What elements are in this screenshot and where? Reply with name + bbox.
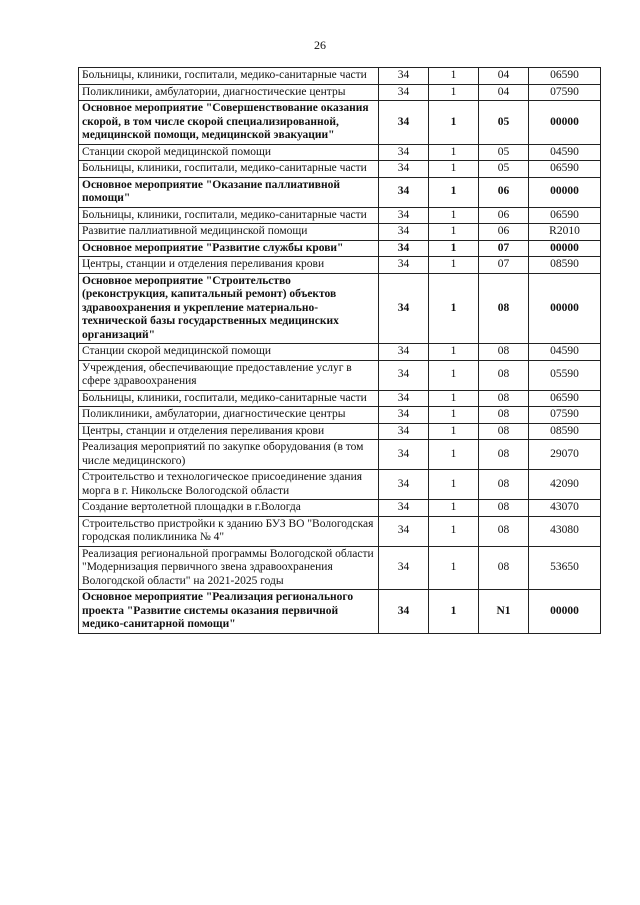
direction-code-cell: 06590 — [529, 390, 601, 407]
subprogram-code-cell: 1 — [429, 68, 479, 85]
program-code-cell: 34 — [379, 546, 429, 590]
row-name-cell: Станции скорой медицинской помощи — [79, 144, 379, 161]
subprogram-code-cell: 1 — [429, 240, 479, 257]
table-row — [79, 407, 601, 424]
direction-code-cell: 00000 — [529, 590, 601, 634]
row-name-cell: Учреждения, обеспечивающие предоставление услуг в сфере здравоохранения — [79, 360, 379, 390]
table-row — [79, 144, 601, 161]
direction-code-cell: 00000 — [529, 177, 601, 207]
subprogram-code-cell: 1 — [429, 257, 479, 274]
subprogram-code-cell: 1 — [429, 590, 479, 634]
subprogram-code-cell: 1 — [429, 101, 479, 145]
subprogram-code-cell: 1 — [429, 224, 479, 241]
direction-code-cell: 07590 — [529, 407, 601, 424]
subprogram-code-cell: 1 — [429, 407, 479, 424]
direction-code-cell: 04590 — [529, 344, 601, 361]
program-code-cell: 34 — [379, 207, 429, 224]
table-row — [79, 590, 601, 634]
table-row — [79, 516, 601, 546]
direction-code-cell: 06590 — [529, 68, 601, 85]
table-row — [79, 257, 601, 274]
row-name-cell: Реализация региональной программы Вологодской области "Модернизация первичного звена здравоохранения Вологодской области" на 2021-2025 годы — [79, 546, 379, 590]
direction-code-cell: 29070 — [529, 440, 601, 470]
measure-code-cell: 08 — [479, 360, 529, 390]
subprogram-code-cell: 1 — [429, 423, 479, 440]
measure-code-cell: 04 — [479, 68, 529, 85]
program-code-cell: 34 — [379, 224, 429, 241]
program-code-cell: 34 — [379, 161, 429, 178]
measure-code-cell: 04 — [479, 84, 529, 101]
measure-code-cell: 08 — [479, 470, 529, 500]
direction-code-cell: 06590 — [529, 161, 601, 178]
row-name-cell: Больницы, клиники, госпитали, медико-санитарные части — [79, 161, 379, 178]
program-code-cell: 34 — [379, 101, 429, 145]
subprogram-code-cell: 1 — [429, 161, 479, 178]
table-row — [79, 273, 601, 344]
measure-code-cell: 05 — [479, 161, 529, 178]
subprogram-code-cell: 1 — [429, 273, 479, 344]
direction-code-cell: 53650 — [529, 546, 601, 590]
direction-code-cell: 08590 — [529, 257, 601, 274]
program-code-cell: 34 — [379, 516, 429, 546]
row-name-cell: Основное мероприятие "Развитие службы крови" — [79, 240, 379, 257]
direction-code-cell: 43070 — [529, 500, 601, 517]
program-code-cell: 34 — [379, 257, 429, 274]
measure-code-cell: 07 — [479, 257, 529, 274]
measure-code-cell: 05 — [479, 101, 529, 145]
measure-code-cell: 08 — [479, 407, 529, 424]
row-name-cell: Основное мероприятие "Оказание паллиативной помощи" — [79, 177, 379, 207]
table-row — [79, 177, 601, 207]
row-name-cell: Поликлиники, амбулатории, диагностические центры — [79, 84, 379, 101]
measure-code-cell: 06 — [479, 224, 529, 241]
row-name-cell: Строительство пристройки к зданию БУЗ ВО "Вологодская городская поликлиника № 4" — [79, 516, 379, 546]
row-name-cell: Реализация мероприятий по закупке оборудования (в том числе медицинского) — [79, 440, 379, 470]
measure-code-cell: 08 — [479, 273, 529, 344]
measure-code-cell: 08 — [479, 546, 529, 590]
program-code-cell: 34 — [379, 470, 429, 500]
row-name-cell: Основное мероприятие "Реализация регионального проекта "Развитие системы оказания первичной медико-санитарной помощи" — [79, 590, 379, 634]
subprogram-code-cell: 1 — [429, 390, 479, 407]
direction-code-cell: 00000 — [529, 240, 601, 257]
subprogram-code-cell: 1 — [429, 516, 479, 546]
program-code-cell: 34 — [379, 240, 429, 257]
subprogram-code-cell: 1 — [429, 470, 479, 500]
table-row — [79, 470, 601, 500]
row-name-cell: Развитие паллиативной медицинской помощи — [79, 224, 379, 241]
table-row — [79, 240, 601, 257]
program-code-cell: 34 — [379, 144, 429, 161]
direction-code-cell: 07590 — [529, 84, 601, 101]
table-row — [79, 68, 601, 85]
program-code-cell: 34 — [379, 390, 429, 407]
measure-code-cell: 08 — [479, 423, 529, 440]
table-row — [79, 161, 601, 178]
program-code-cell: 34 — [379, 177, 429, 207]
program-code-cell: 34 — [379, 360, 429, 390]
direction-code-cell: R2010 — [529, 224, 601, 241]
row-name-cell: Больницы, клиники, госпитали, медико-санитарные части — [79, 68, 379, 85]
table-row — [79, 423, 601, 440]
row-name-cell: Центры, станции и отделения переливания крови — [79, 257, 379, 274]
direction-code-cell: 04590 — [529, 144, 601, 161]
budget-classification-table — [78, 67, 601, 634]
table-row — [79, 224, 601, 241]
row-name-cell: Центры, станции и отделения переливания крови — [79, 423, 379, 440]
table-row — [79, 84, 601, 101]
subprogram-code-cell: 1 — [429, 84, 479, 101]
row-name-cell: Основное мероприятие "Совершенствование оказания скорой, в том числе скорой специализированной, медицинской помощи, медицинской эвакуации" — [79, 101, 379, 145]
table-row — [79, 390, 601, 407]
direction-code-cell: 00000 — [529, 101, 601, 145]
subprogram-code-cell: 1 — [429, 207, 479, 224]
direction-code-cell: 06590 — [529, 207, 601, 224]
row-name-cell: Больницы, клиники, госпитали, медико-санитарные части — [79, 390, 379, 407]
row-name-cell: Основное мероприятие "Строительство (реконструкция, капитальный ремонт) объектов здравоохранения и укрепление материально-технической базы государственных медицинских организаций" — [79, 273, 379, 344]
subprogram-code-cell: 1 — [429, 144, 479, 161]
direction-code-cell: 08590 — [529, 423, 601, 440]
table-row — [79, 207, 601, 224]
program-code-cell: 34 — [379, 344, 429, 361]
subprogram-code-cell: 1 — [429, 500, 479, 517]
direction-code-cell: 42090 — [529, 470, 601, 500]
row-name-cell: Станции скорой медицинской помощи — [79, 344, 379, 361]
program-code-cell: 34 — [379, 273, 429, 344]
measure-code-cell: N1 — [479, 590, 529, 634]
table-row — [79, 546, 601, 590]
table-body — [79, 68, 601, 634]
program-code-cell: 34 — [379, 590, 429, 634]
page-number: 26 — [314, 38, 326, 52]
measure-code-cell: 06 — [479, 207, 529, 224]
measure-code-cell: 08 — [479, 390, 529, 407]
measure-code-cell: 08 — [479, 440, 529, 470]
measure-code-cell: 07 — [479, 240, 529, 257]
measure-code-cell: 08 — [479, 344, 529, 361]
measure-code-cell: 08 — [479, 516, 529, 546]
subprogram-code-cell: 1 — [429, 440, 479, 470]
table-row — [79, 500, 601, 517]
measure-code-cell: 06 — [479, 177, 529, 207]
subprogram-code-cell: 1 — [429, 360, 479, 390]
program-code-cell: 34 — [379, 84, 429, 101]
measure-code-cell: 08 — [479, 500, 529, 517]
table-row — [79, 440, 601, 470]
row-name-cell: Создание вертолетной площадки в г.Вологда — [79, 500, 379, 517]
table-row — [79, 344, 601, 361]
program-code-cell: 34 — [379, 407, 429, 424]
row-name-cell: Строительство и технологическое присоединение здания морга в г. Никольске Вологодской области — [79, 470, 379, 500]
direction-code-cell: 05590 — [529, 360, 601, 390]
subprogram-code-cell: 1 — [429, 546, 479, 590]
table-row — [79, 101, 601, 145]
program-code-cell: 34 — [379, 440, 429, 470]
program-code-cell: 34 — [379, 423, 429, 440]
subprogram-code-cell: 1 — [429, 177, 479, 207]
program-code-cell: 34 — [379, 68, 429, 85]
measure-code-cell: 05 — [479, 144, 529, 161]
direction-code-cell: 00000 — [529, 273, 601, 344]
table-row — [79, 360, 601, 390]
direction-code-cell: 43080 — [529, 516, 601, 546]
row-name-cell: Поликлиники, амбулатории, диагностические центры — [79, 407, 379, 424]
row-name-cell: Больницы, клиники, госпитали, медико-санитарные части — [79, 207, 379, 224]
subprogram-code-cell: 1 — [429, 344, 479, 361]
program-code-cell: 34 — [379, 500, 429, 517]
